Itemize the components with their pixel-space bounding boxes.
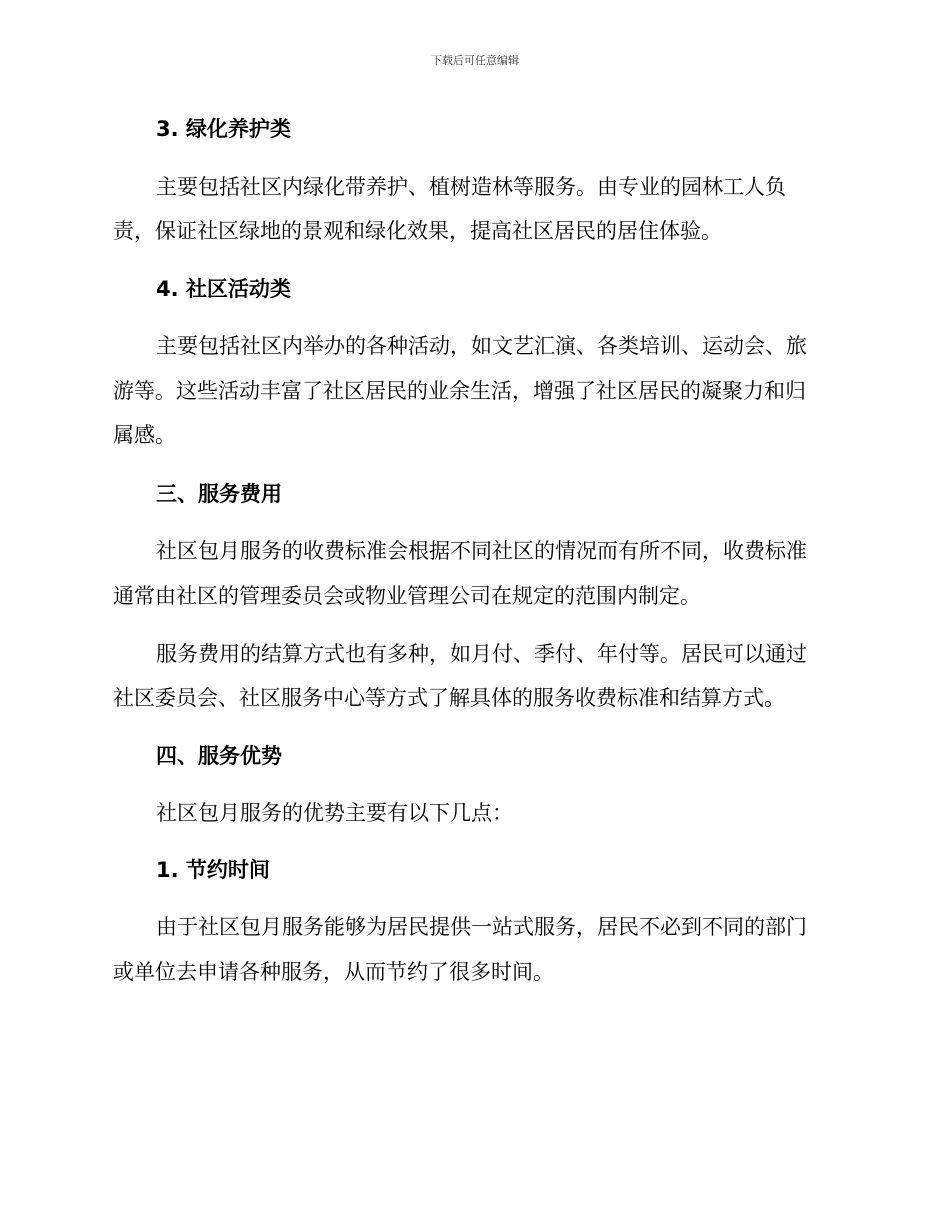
page-header: 下载后可任意编辑 — [431, 54, 519, 67]
paragraph-greening-line-1: 主要包括社区内绿化带养护、植树造林等服务。由专业的园林工人负 — [156, 175, 786, 199]
paragraph-advantages-intro: 社区包月服务的优势主要有以下几点： — [156, 801, 513, 825]
paragraph-fees-b-line-1: 服务费用的结算方式也有多种，如月付、季付、年付等。居民可以通过 — [156, 642, 807, 666]
paragraph-greening-line-2: 责，保证社区绿地的景观和绿化效果，提高社区居民的居住体验。 — [113, 219, 722, 243]
paragraph-save-time-line-2: 或单位去申请各种服务，从而节约了很多时间。 — [113, 960, 554, 984]
paragraph-save-time-line-1: 由于社区包月服务能够为居民提供一站式服务，居民不必到不同的部门 — [156, 915, 807, 939]
heading-save-time: 1. 节约时间 — [156, 858, 270, 882]
paragraph-activities-line-3: 属感。 — [113, 423, 176, 447]
heading-advantages: 四、服务优势 — [156, 744, 282, 768]
paragraph-activities-line-2: 游等。这些活动丰富了社区居民的业余生活，增强了社区居民的凝聚力和归 — [113, 379, 806, 403]
paragraph-fees-a-line-2: 通常由社区的管理委员会或物业管理公司在规定的范围内制定。 — [113, 584, 701, 608]
heading-fees: 三、服务费用 — [156, 482, 282, 506]
paragraph-activities-line-1: 主要包括社区内举办的各种活动，如文艺汇演、各类培训、运动会、旅 — [156, 334, 807, 358]
heading-greening: 3. 绿化养护类 — [156, 117, 291, 141]
paragraph-fees-b-line-2: 社区委员会、社区服务中心等方式了解具体的服务收费标准和结算方式。 — [113, 686, 785, 710]
paragraph-fees-a-line-1: 社区包月服务的收费标准会根据不同社区的情况而有所不同，收费标准 — [156, 539, 807, 563]
heading-activities: 4. 社区活动类 — [156, 277, 291, 301]
